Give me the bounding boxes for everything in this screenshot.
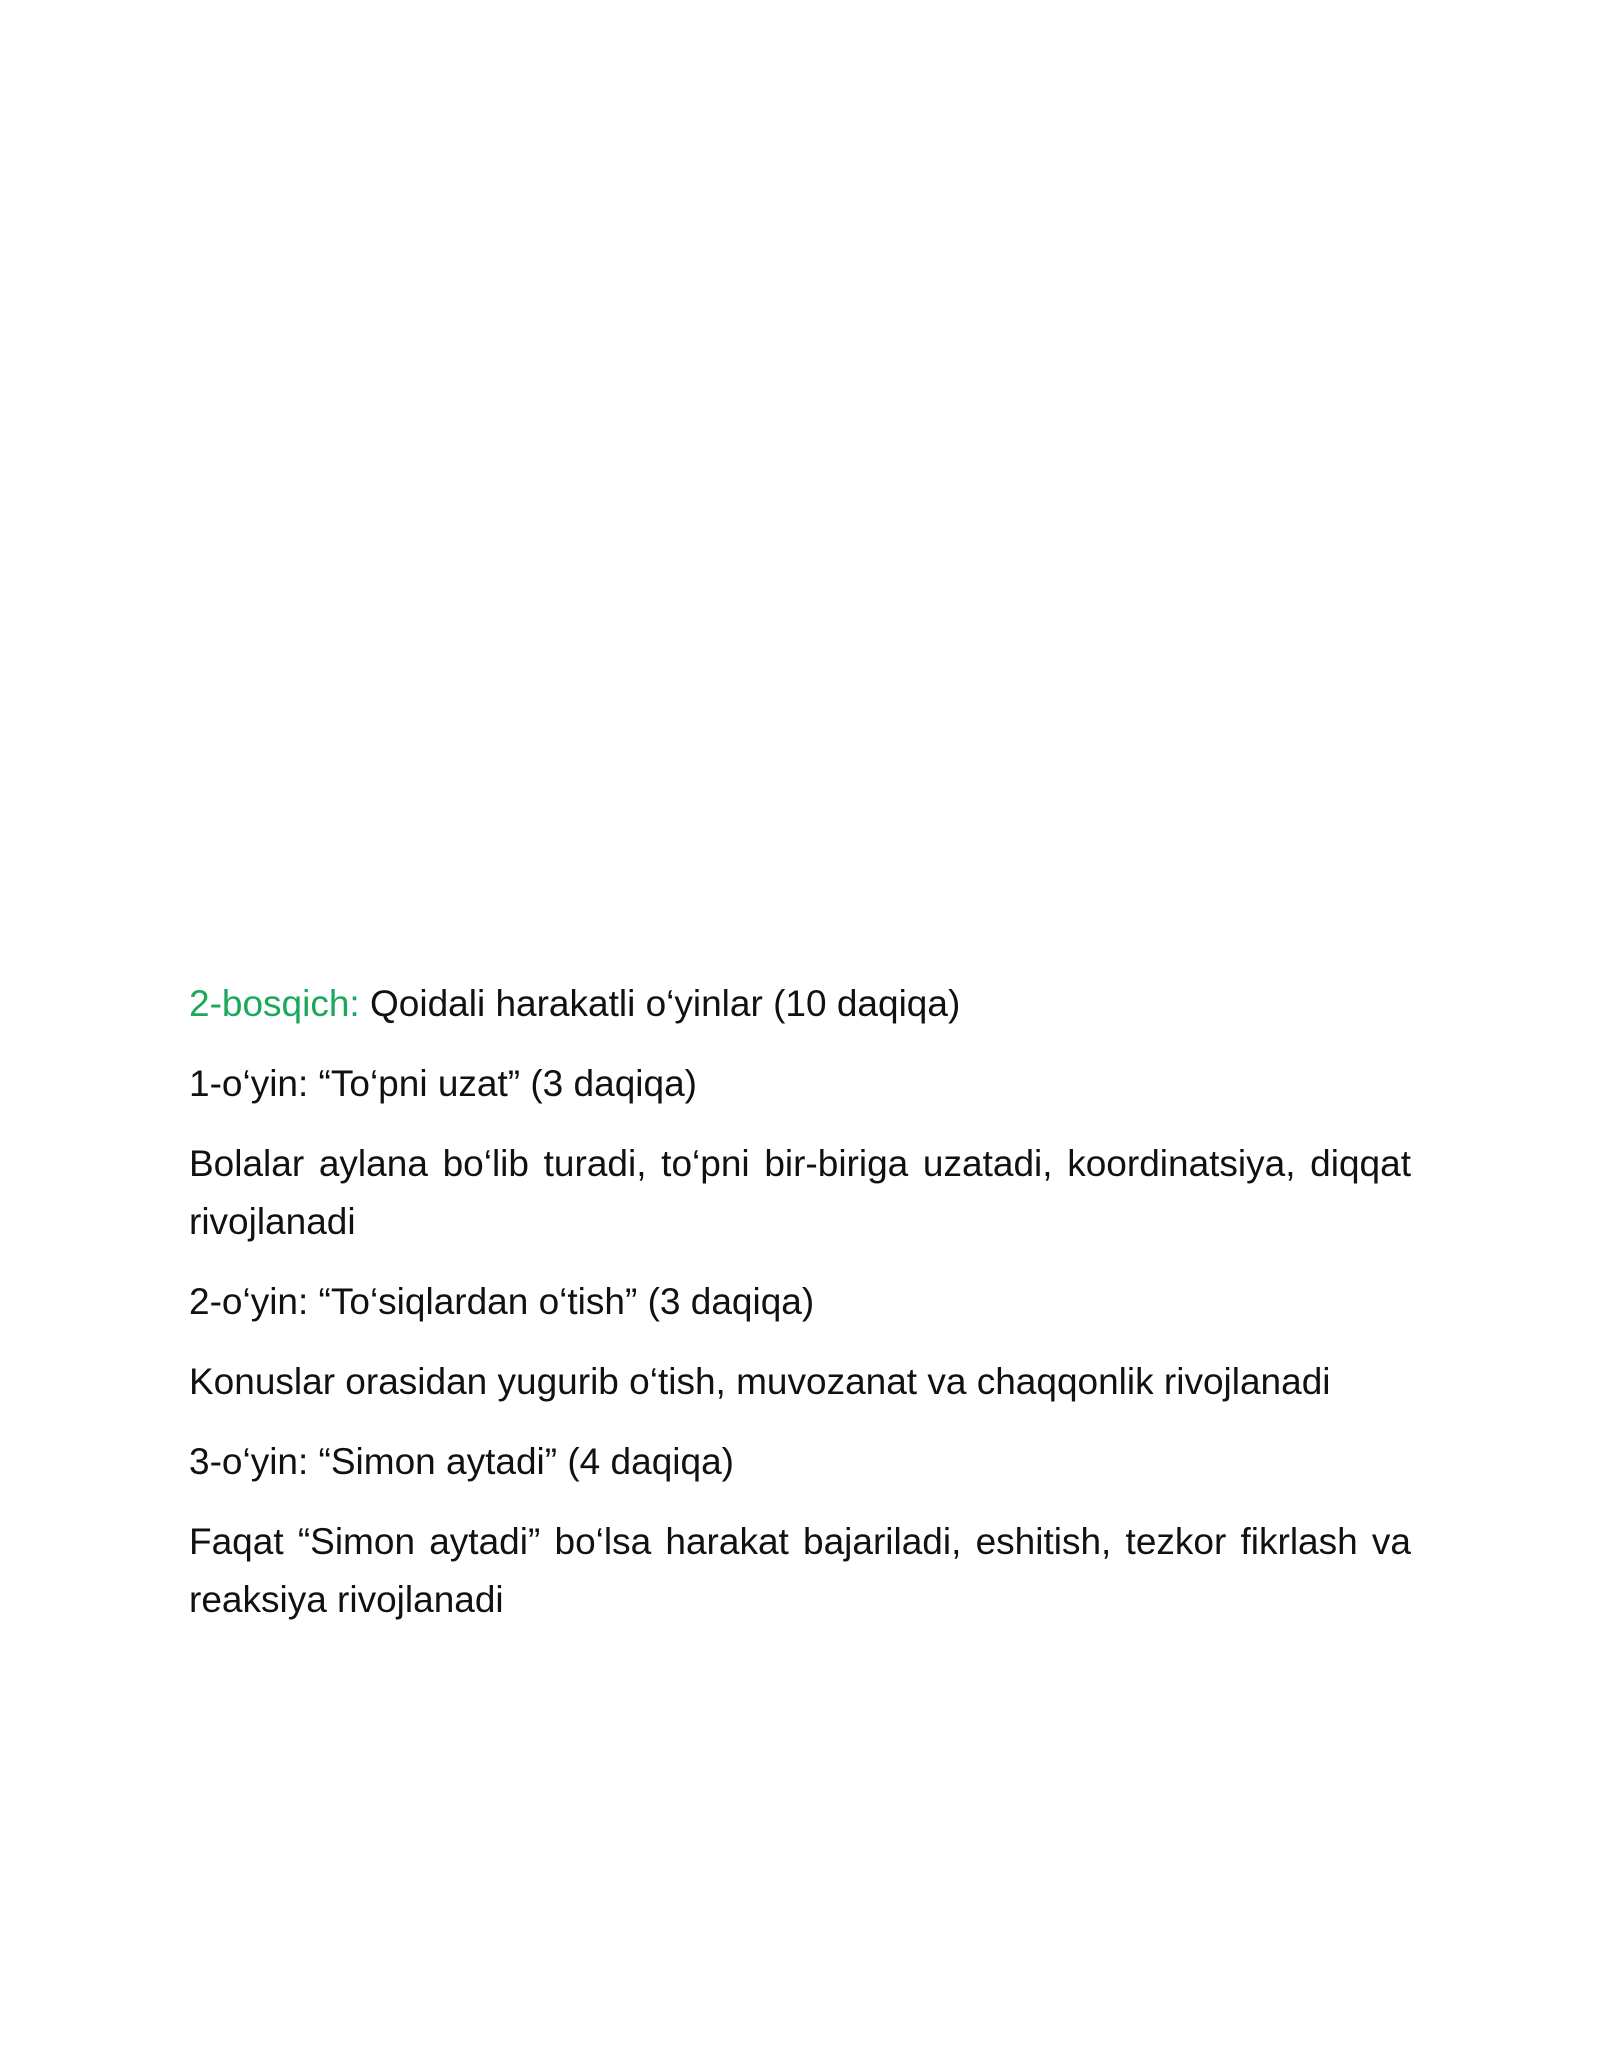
stage-label: 2-bosqich: bbox=[189, 983, 360, 1024]
stage-text: Qoidali harakatli o‘yinlar (10 daqiqa) bbox=[359, 983, 961, 1024]
game2-description: Konuslar orasidan yugurib o‘tish, muvozanat va chaqqonlik rivojlanadi bbox=[189, 1361, 1331, 1402]
game1-title: 1-o‘yin: “To‘pni uzat” (3 daqiqa) bbox=[189, 1063, 697, 1104]
document-content bbox=[189, 975, 1411, 1651]
game1-description: Bolalar aylana bo‘lib turadi, to‘pni bir-biriga uzatadi, koordinatsiya, diqqat rivojlanadi bbox=[189, 1143, 1411, 1242]
game3-title: 3-o‘yin: “Simon aytadi” (4 daqiqa) bbox=[189, 1441, 734, 1482]
stage-heading bbox=[189, 975, 1411, 1033]
game3-description: Faqat “Simon aytadi” bo‘lsa harakat bajariladi, eshitish, tezkor fikrlash va reaksiya rivojlanadi bbox=[189, 1521, 1411, 1620]
game2-title: 2-o‘yin: “To‘siqlardan o‘tish” (3 daqiqa) bbox=[189, 1281, 815, 1322]
